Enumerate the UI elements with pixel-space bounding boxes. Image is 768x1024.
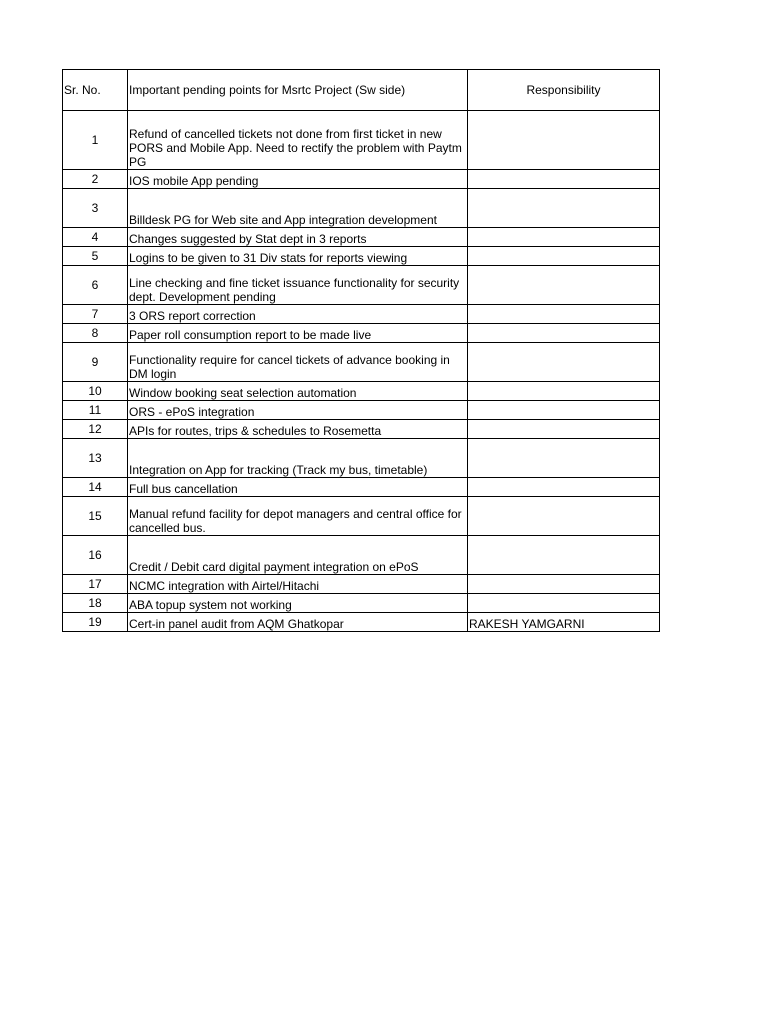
- sr-no-cell[interactable]: 5: [63, 247, 128, 266]
- sr-no-cell[interactable]: 16: [63, 536, 128, 575]
- responsibility-cell[interactable]: [468, 111, 660, 170]
- table-row: [63, 111, 660, 170]
- sr-no-cell[interactable]: 8: [63, 324, 128, 343]
- sr-no-cell[interactable]: 13: [63, 439, 128, 478]
- table-row: [63, 324, 660, 343]
- responsibility-cell[interactable]: RAKESH YAMGARNI: [468, 613, 660, 632]
- responsibility-cell[interactable]: [468, 575, 660, 594]
- table-row: [63, 575, 660, 594]
- table-row: [63, 343, 660, 382]
- sr-no-cell[interactable]: 4: [63, 228, 128, 247]
- table-row: [63, 189, 660, 228]
- sr-no-cell[interactable]: 1: [63, 111, 128, 170]
- table-row: [63, 497, 660, 536]
- point-cell[interactable]: Line checking and fine ticket issuance functionality for security dept. Development pending: [128, 266, 468, 305]
- point-cell[interactable]: Cert-in panel audit from AQM Ghatkopar: [128, 613, 468, 632]
- responsibility-cell[interactable]: [468, 324, 660, 343]
- point-cell[interactable]: Billdesk PG for Web site and App integration development: [128, 189, 468, 228]
- point-cell[interactable]: Full bus cancellation: [128, 478, 468, 497]
- sr-no-cell[interactable]: 3: [63, 189, 128, 228]
- table-row: [63, 170, 660, 189]
- table-row: [63, 382, 660, 401]
- sr-no-cell[interactable]: 12: [63, 420, 128, 439]
- sr-no-cell[interactable]: 10: [63, 382, 128, 401]
- pending-points-table: [62, 69, 660, 632]
- point-cell[interactable]: Credit / Debit card digital payment integration on ePoS: [128, 536, 468, 575]
- point-cell[interactable]: ABA topup system not working: [128, 594, 468, 613]
- sr-no-cell[interactable]: 19: [63, 613, 128, 632]
- sr-no-cell[interactable]: 7: [63, 305, 128, 324]
- responsibility-cell[interactable]: [468, 189, 660, 228]
- point-cell[interactable]: ORS - ePoS integration: [128, 401, 468, 420]
- point-cell[interactable]: Refund of cancelled tickets not done from first ticket in new PORS and Mobile App. Need to rectify the problem with Paytm PG: [128, 111, 468, 170]
- point-cell[interactable]: IOS mobile App pending: [128, 170, 468, 189]
- responsibility-cell[interactable]: [468, 247, 660, 266]
- responsibility-cell[interactable]: [468, 497, 660, 536]
- table-row: [63, 439, 660, 478]
- sr-no-cell[interactable]: 18: [63, 594, 128, 613]
- table-row: [63, 247, 660, 266]
- responsibility-cell[interactable]: [468, 343, 660, 382]
- point-cell[interactable]: Functionality require for cancel tickets of advance booking in DM login: [128, 343, 468, 382]
- responsibility-cell[interactable]: [468, 594, 660, 613]
- table-row: [63, 401, 660, 420]
- responsibility-cell[interactable]: [468, 266, 660, 305]
- responsibility-cell[interactable]: [468, 228, 660, 247]
- responsibility-cell[interactable]: [468, 382, 660, 401]
- table-row: [63, 266, 660, 305]
- point-cell[interactable]: Window booking seat selection automation: [128, 382, 468, 401]
- point-cell[interactable]: Changes suggested by Stat dept in 3 reports: [128, 228, 468, 247]
- sr-no-cell[interactable]: 17: [63, 575, 128, 594]
- sr-no-cell[interactable]: 14: [63, 478, 128, 497]
- point-cell[interactable]: Integration on App for tracking (Track my bus, timetable): [128, 439, 468, 478]
- responsibility-cell[interactable]: [468, 420, 660, 439]
- header-row: [63, 70, 660, 111]
- responsibility-cell[interactable]: [468, 401, 660, 420]
- point-cell[interactable]: Logins to be given to 31 Div stats for reports viewing: [128, 247, 468, 266]
- point-cell[interactable]: NCMC integration with Airtel/Hitachi: [128, 575, 468, 594]
- responsibility-cell[interactable]: [468, 536, 660, 575]
- table-row: [63, 305, 660, 324]
- responsibility-cell[interactable]: [468, 305, 660, 324]
- table-row: [63, 228, 660, 247]
- sr-no-cell[interactable]: 6: [63, 266, 128, 305]
- responsibility-cell[interactable]: [468, 439, 660, 478]
- sr-no-cell[interactable]: 15: [63, 497, 128, 536]
- header-sr-no[interactable]: Sr. No.: [63, 70, 128, 111]
- sr-no-cell[interactable]: 2: [63, 170, 128, 189]
- point-cell[interactable]: Manual refund facility for depot managers and central office for cancelled bus.: [128, 497, 468, 536]
- responsibility-cell[interactable]: [468, 478, 660, 497]
- table-row: [63, 420, 660, 439]
- point-cell[interactable]: APIs for routes, trips & schedules to Rosemetta: [128, 420, 468, 439]
- sr-no-cell[interactable]: 11: [63, 401, 128, 420]
- point-cell[interactable]: Paper roll consumption report to be made live: [128, 324, 468, 343]
- responsibility-cell[interactable]: [468, 170, 660, 189]
- point-cell[interactable]: 3 ORS report correction: [128, 305, 468, 324]
- header-responsibility[interactable]: Responsibility: [468, 70, 660, 111]
- header-pending-points[interactable]: Important pending points for Msrtc Project (Sw side): [128, 70, 468, 111]
- table-row: [63, 613, 660, 632]
- sr-no-cell[interactable]: 9: [63, 343, 128, 382]
- table-row: [63, 536, 660, 575]
- table-row: [63, 594, 660, 613]
- table-row: [63, 478, 660, 497]
